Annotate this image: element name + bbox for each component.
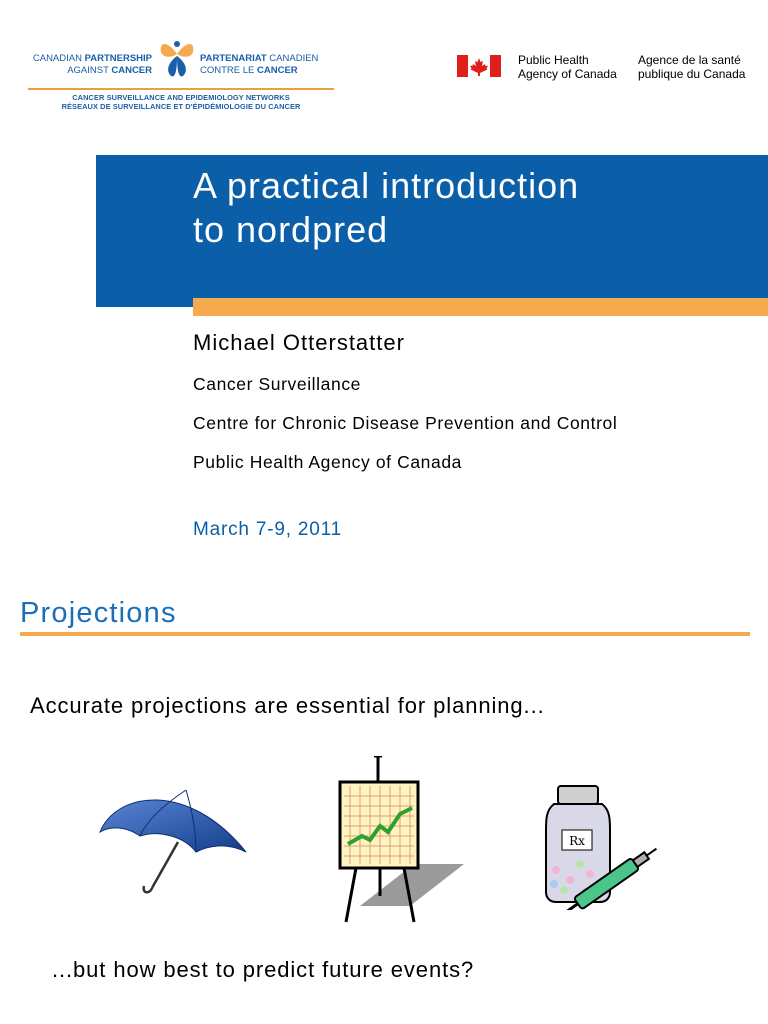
affiliation-agency: Public Health Agency of Canada	[193, 452, 462, 472]
section-title: Projections	[20, 597, 177, 629]
author-name: Michael Otterstatter	[193, 330, 405, 355]
affiliation-centre: Centre for Chronic Disease Prevention and Control	[193, 413, 618, 433]
canada-flag-icon	[457, 55, 501, 77]
body-text-planning: Accurate projections are essential for planning...	[30, 693, 545, 718]
phac-name-fr: Agence de la santé publique du Canada	[638, 53, 746, 81]
presentation-date: March 7-9, 2011	[193, 519, 342, 540]
umbrella-icon	[96, 780, 248, 895]
svg-text:Rx: Rx	[569, 834, 585, 848]
chart-easel-icon	[330, 756, 470, 926]
phac-name-en: Public Health Agency of Canada	[518, 53, 617, 81]
section-title-rule	[20, 632, 750, 636]
slide-title: A practical introduction to nordpred	[193, 165, 580, 250]
cpac-logo-text-fr: PARTENARIAT CANADIEN CONTRE LE CANCER	[200, 53, 319, 76]
cpac-butterfly-icon	[157, 32, 197, 88]
body-text-question: ...but how best to predict future events?	[52, 957, 475, 982]
rx-bottle-icon	[540, 780, 665, 910]
cpac-logo-text-en: CANADIAN PARTNERSHIP AGAINST CANCER	[32, 53, 152, 76]
cpac-divider	[28, 88, 334, 90]
title-accent-bar	[193, 298, 768, 316]
affiliation-unit: Cancer Surveillance	[193, 374, 362, 394]
cpac-network-name: CANCER SURVEILLANCE AND EPIDEMIOLOGY NETWORKS RÉSEAUX DE SURVEILLANCE ET D'ÉPIDÉMIOLOGIE DU CANCER	[61, 93, 301, 111]
